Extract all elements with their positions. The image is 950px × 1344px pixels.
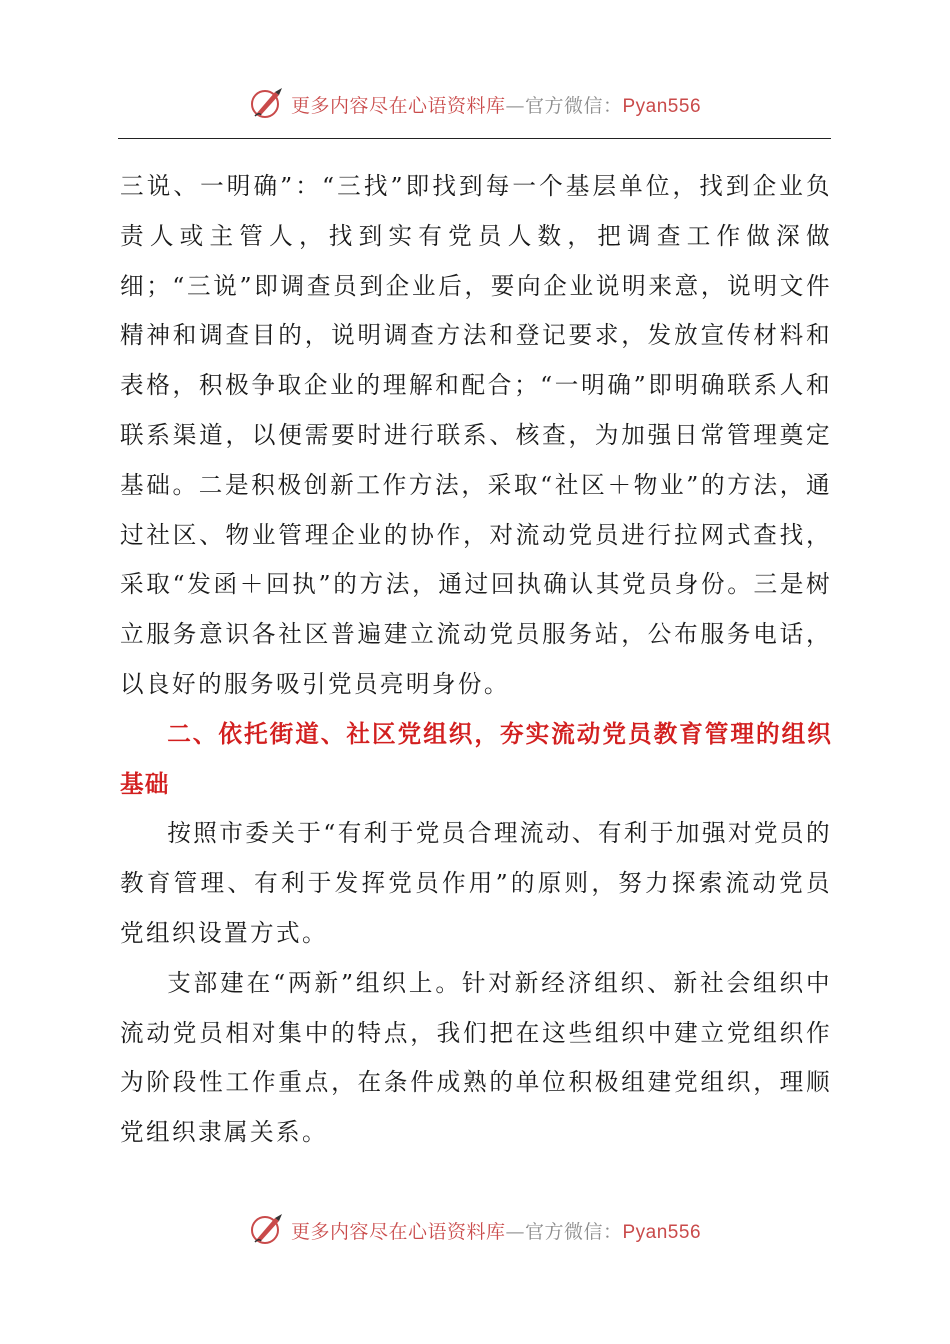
banner-dash: — [505,1220,525,1243]
document-body [120,162,832,1158]
banner-wechat-id: Pyan556 [622,95,702,117]
banner-wechat-label: 官方微信： [524,94,623,117]
quill-pen-logo-icon [249,1212,285,1248]
banner-slogan: 更多内容尽在心语资料库 [290,94,506,117]
body-paragraph: 按照市委关于“有利于党员合理流动、有利于加强对党员的教育管理、有利于发挥党员作用”的原则，努力探索流动党员党组织设置方式。 [120,819,832,947]
footer-banner [0,1208,950,1252]
footer-banner-text [291,1217,701,1244]
banner-slogan: 更多内容尽在心语资料库 [290,1220,506,1243]
body-paragraph: 支部建在“两新”组织上。针对新经济组织、新社会组织中流动党员相对集中的特点，我们把在这些组织中建立党组织作为阶段性工作重点，在条件成熟的单位积极组建党组织，理顺党组织隶属关系。 [120,968,832,1147]
banner-wechat-id: Pyan556 [622,1221,702,1243]
header-banner-text [291,91,701,118]
banner-dash: — [505,94,525,117]
body-paragraph: 三说、一明确”：“三找”即找到每一个基层单位，找到企业负责人或主管人，找到实有党员人数，把调查工作做深做细；“三说”即调查员到企业后，要向企业说明来意，说明文件精神和调查目的，说明调查方法和登记要求，发放宣传材料和表格，积极争取企业的理解和配合；“一明确”即明确联系人和联系渠道，以便需要时进行联系、核查，为加强日常管理奠定基础。二是积极创新工作方法，采取“社区＋物业”的方法，通过社区、物业管理企业的协作，对流动党员进行拉网式查找，采取“发函＋回执”的方法，通过回执确认其党员身份。三是树立服务意识各社区普遍建立流动党员服务站，公布服务电话，以良好的服务吸引党员亮明身份。 [120,172,832,698]
header-divider [118,138,831,139]
header-banner [0,82,950,126]
section-heading: 二、依托街道、社区党组织，夯实流动党员教育管理的组织基础 [120,719,832,798]
quill-pen-logo-icon [249,86,285,122]
banner-wechat-label: 官方微信： [524,1220,623,1243]
